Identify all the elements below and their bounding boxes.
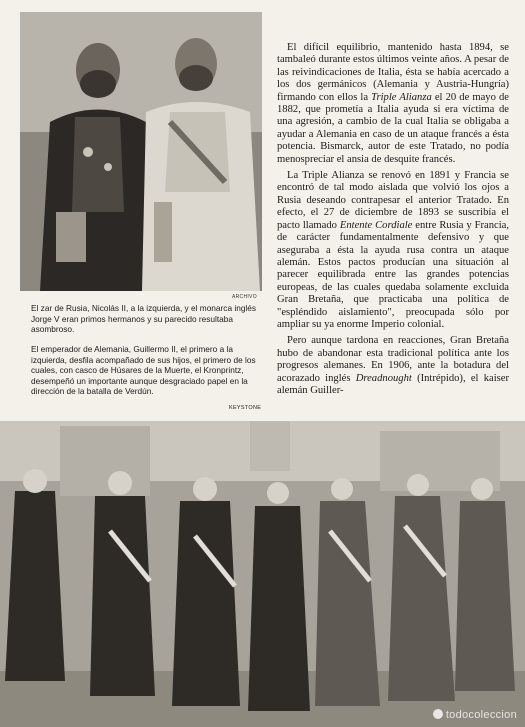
article-paragraph-1 xyxy=(277,42,509,166)
watermark-logo-icon xyxy=(433,709,443,719)
article-body xyxy=(277,42,509,401)
text-run: Pero aunque tardona en reacciones, Gran Bretaña hubo de abandonar esta tradicional política ante los progresos alemanes. En 1906, ante la botadura del acorazado inglés xyxy=(277,335,509,384)
text-run: entre Rusia y Francia, de carácter fundamentalmente defensivo y que aseguraba a ésta la ayuda rusa contra un ataque alemán. Estos pactos producían una situación al parecer equilibrada entre las grandes potencias europeas, de las cuales quedaba solamente excluida Gran Bretaña, que practicaba una política de "espléndido aislamiento", preocupada sólo por ampliar su ya enorme Imperio colonial. xyxy=(277,219,509,330)
caption-kaiser-parade: El emperador de Alemania, Guillermo II, el primero a la izquierda, desfila acompañado de sus hijos, el primero de los cuales, con casco de Húsares de la Muerte, el Kronprintz, desempeñó un importante aunque desgraciado papel en la dirección de la batalla de Verdún. xyxy=(31,344,256,397)
text-italic: Entente Cordiale xyxy=(339,219,413,231)
article-paragraph-3 xyxy=(277,335,509,397)
parade-photo-kaiser-sons xyxy=(0,421,525,727)
text-run: El difícil equilibrio, mantenido hasta 1894, se tambaleó durante estos últimos veinte años. A pesar de las reivindicaciones de Italia, ésta se había acercado a los dos germánicos (Alemania y Austria-Hungría) firmando con ellos la xyxy=(277,42,509,103)
photo-credit-archive: ARCHIVO xyxy=(232,294,257,300)
text-italic: Dreadnought xyxy=(355,372,412,384)
watermark-brand xyxy=(433,709,517,721)
portrait-photo-illustration xyxy=(20,12,262,291)
text-run: el 20 de mayo de 1882, que prometía a Italia ayuda si era víctima de una agresión, a cambio de la cual Italia se obligaba a ayudar a Alemania en caso de un ataque francés a ésta potencia. Bismarck, autor de este Tratado, no podía menospreciar el ansia de desquite francés. xyxy=(277,91,509,165)
caption-monarchs: El zar de Rusia, Nicolás II, a la izquierda, y el monarca inglés Jorge V eran primos hermanos y su parecido resultaba asombroso. xyxy=(31,303,257,335)
article-paragraph-2 xyxy=(277,170,509,331)
portrait-photo-nicholas-george xyxy=(20,12,262,291)
photo-credit-keystone: KEYSTONE xyxy=(229,405,262,411)
parade-photo-illustration xyxy=(0,421,525,727)
text-run: (Intrépido), el kaiser alemán Guiller- xyxy=(277,372,510,396)
text-run: La Triple Alianza se renovó en 1891 y Francia se encontró de tal modo aislada que volvió los ojos a Rusia deseando contrapesar el anterior Tratado. En efecto, el 27 de diciembre de 1893 se suscribía el pacto llamado xyxy=(277,170,509,231)
text-italic: Triple Alianza xyxy=(371,91,432,103)
watermark-text: todocoleccion xyxy=(445,709,517,721)
